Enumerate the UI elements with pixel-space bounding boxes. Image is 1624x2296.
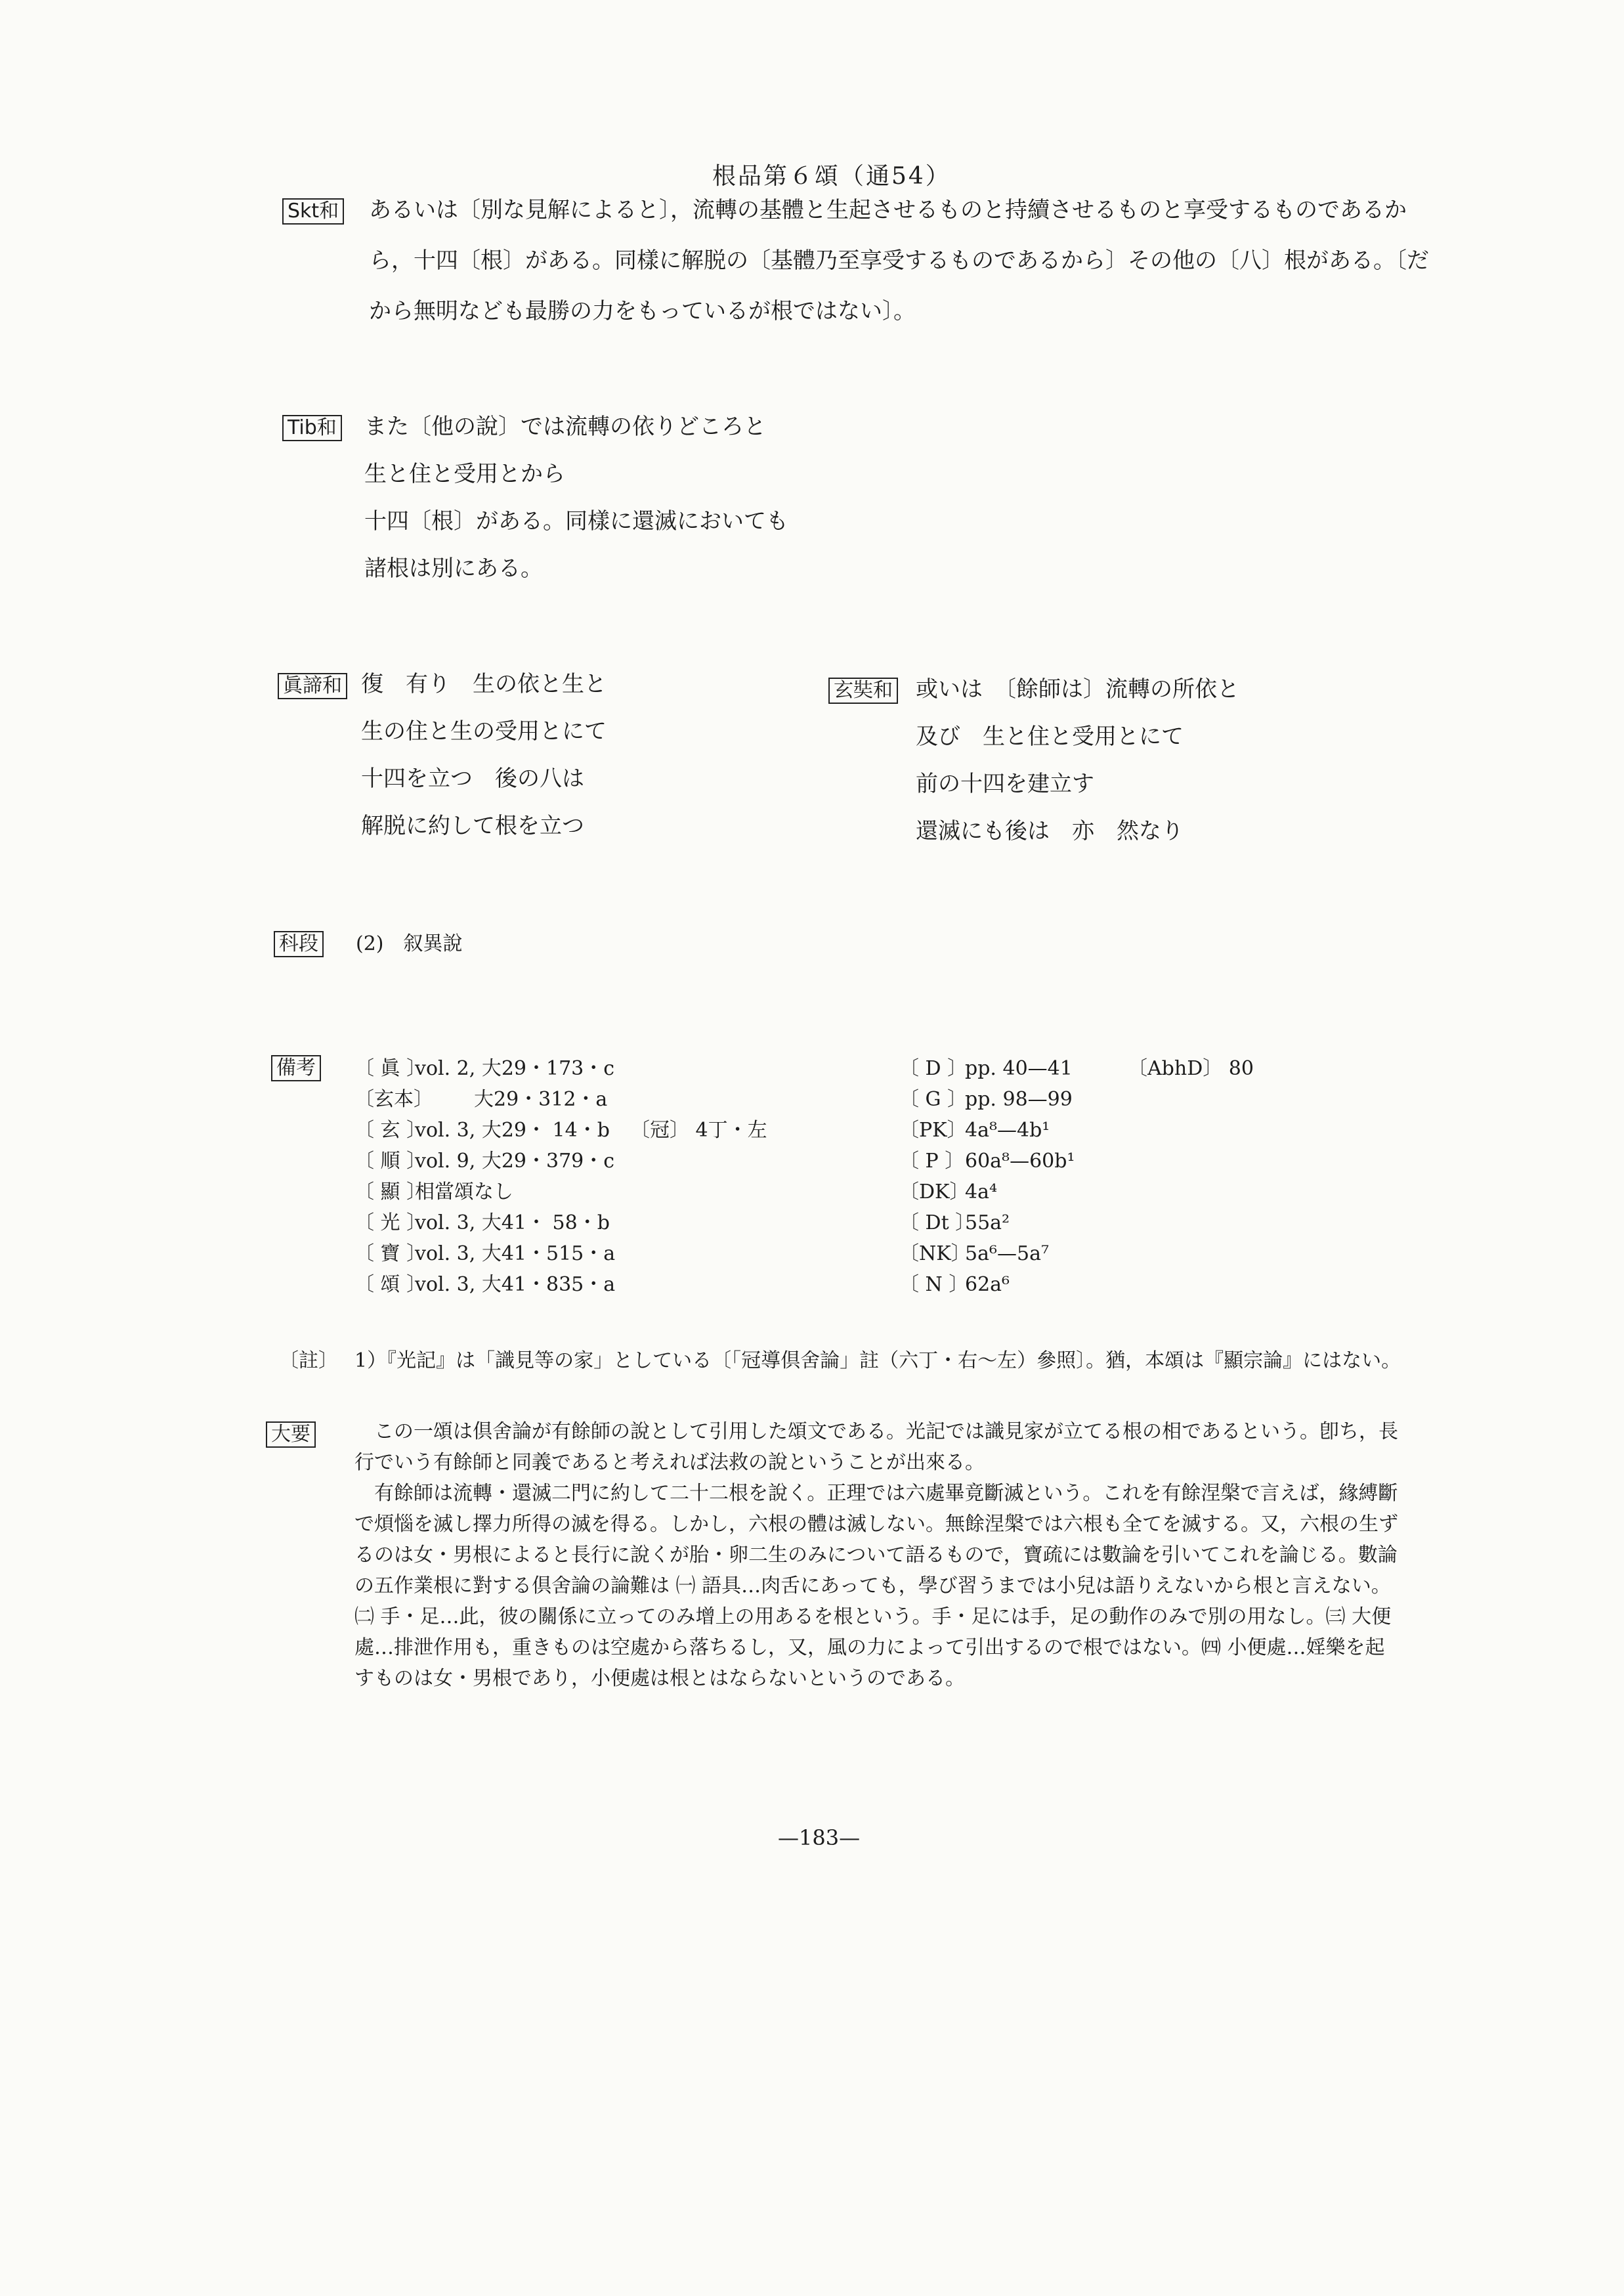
tib-line: また〔他の說〕では流轉の依りどころと <box>364 414 766 440</box>
shintai-line: 生の住と生の受用とにて <box>361 718 607 745</box>
tib-line: 生と住と受用とから <box>364 461 565 487</box>
biko-tag: 〔 順 〕 <box>354 1150 427 1173</box>
biko-value: 60a⁸—60b¹ <box>965 1150 1075 1173</box>
biko-extra: 〔冠〕 4丁・左 <box>630 1119 767 1142</box>
biko-value: 62a⁶ <box>965 1273 1010 1296</box>
biko-tag: 〔 G 〕 <box>899 1088 968 1111</box>
page-number: —183— <box>778 1825 861 1850</box>
biko-value: vol. 9, 大29・379・c <box>415 1150 615 1173</box>
shintai-line: 解脱に約して根を立つ <box>361 813 584 839</box>
biko-value: vol. 3, 大41・835・a <box>415 1273 616 1296</box>
biko-value: vol. 2, 大29・173・c <box>415 1057 615 1080</box>
biko-tag: 〔 D 〕 <box>899 1057 968 1080</box>
taiyo-line: 有餘師は流轉・還滅二門に約して二十二根を說く。正理では六處畢竟斷滅という。これを有餘涅槃で言えば，緣縛斷 <box>354 1482 1398 1505</box>
biko-label: 備考 <box>271 1055 321 1081</box>
shintai-line: 復 有り 生の依と生と <box>361 671 607 697</box>
genjo-line: 還滅にも後は 亦 然なり <box>916 818 1184 844</box>
biko-value: 4a⁸—4b¹ <box>965 1119 1050 1142</box>
genjo-line: 及び 生と住と受用とにて <box>916 724 1184 750</box>
taiyo-label: 大要 <box>266 1421 316 1448</box>
biko-tag: 〔 光 〕 <box>354 1211 427 1234</box>
genjo-line: 前の十四を建立す <box>916 771 1094 797</box>
page-title: 根品第６頌（通54） <box>712 163 951 190</box>
biko-value: 相當頌なし <box>415 1180 513 1203</box>
biko-tag: 〔NK〕 <box>899 1242 971 1265</box>
biko-tag: 〔 眞 〕 <box>354 1057 427 1080</box>
taiyo-line: で煩惱を滅し擇力所得の滅を得る。しかし，六根の體は滅しない。無餘涅槃では六根も全てを滅する。又，六根の生ず <box>354 1513 1398 1536</box>
biko-tag: 〔玄本〕 <box>354 1088 433 1111</box>
skt-label: Skt和 <box>282 198 344 225</box>
biko-value: pp. 98—99 <box>965 1088 1073 1111</box>
biko-tag: 〔 寶 〕 <box>354 1242 427 1265</box>
biko-tag: 〔 P 〕 <box>899 1150 965 1173</box>
kadan-text: (2) 叙異說 <box>356 932 463 955</box>
taiyo-line: 行でいう有餘師と同義であると考えれば法救の說ということが出來る。 <box>354 1451 985 1474</box>
tib-line: 諸根は別にある。 <box>364 555 543 582</box>
biko-tag: 〔 玄 〕 <box>354 1119 427 1142</box>
biko-tag: 〔 N 〕 <box>899 1273 969 1296</box>
biko-value: 4a⁴ <box>965 1180 997 1203</box>
chu-label: 〔註〕 <box>279 1349 338 1372</box>
taiyo-line: ㈡ 手・足…此，彼の關係に立ってのみ增上の用あるを根という。手・足には手，足の動作のみで別の用なし。㈢ 大便 <box>354 1605 1392 1628</box>
taiyo-line: の五作業根に對する倶舍論の論難は ㈠ 語具…肉舌にあっても，學び習うまでは小兒は語りえないから根と言えない。 <box>354 1574 1391 1597</box>
biko-value: 55a² <box>965 1211 1010 1234</box>
biko-tag: 〔 頌 〕 <box>354 1273 427 1296</box>
tib-line: 十四〔根〕がある。同樣に還滅においても <box>364 508 788 534</box>
biko-value: vol. 3, 大41・ 58・b <box>415 1211 610 1234</box>
shintai-label: 眞諦和 <box>278 673 347 699</box>
biko-value: pp. 40—41 <box>965 1057 1073 1080</box>
taiyo-line: この一頌は倶舍論が有餘師の說として引用した頌文である。光記では識見家が立てる根の相であるという。卽ち，長 <box>354 1420 1398 1443</box>
taiyo-line: 處…排泄作用も，重きものは空處から落ちるし，又，風の力によって引出するので根ではない。㈣ 小便處…婬樂を起 <box>354 1636 1385 1659</box>
chu-text: 1）『光記』は「識見等の家」としている〔「冠導倶舍論」註（六丁・右～左）參照〕。猶，本頌は『顯宗論』にはない。 <box>354 1349 1401 1372</box>
biko-tag: 〔PK〕 <box>899 1119 967 1142</box>
biko-abhd: 〔AbhD〕 80 <box>1128 1057 1254 1080</box>
genjo-line: 或いは 〔餘師は〕流轉の所依と <box>916 676 1239 703</box>
biko-value: vol. 3, 大29・ 14・b <box>415 1119 610 1142</box>
biko-value: vol. 3, 大41・515・a <box>415 1242 616 1265</box>
genjo-label: 玄奘和 <box>828 678 898 704</box>
skt-line: から無明なども最勝の力をもっているが根ではない〕。 <box>369 298 916 324</box>
biko-tag: 〔 Dt 〕 <box>899 1211 975 1234</box>
skt-line: あるいは〔別な見解によると〕，流轉の基體と生起させるものと持續させるものと享受するものであるか <box>369 197 1407 223</box>
kadan-label: 科段 <box>274 931 324 957</box>
biko-tag: 〔 顯 〕 <box>354 1180 427 1203</box>
shintai-line: 十四を立つ 後の八は <box>361 766 584 792</box>
biko-value: 大29・312・a <box>415 1088 608 1111</box>
tib-label: Tib和 <box>282 415 342 441</box>
biko-tag: 〔DK〕 <box>899 1180 970 1203</box>
biko-value: 5a⁶—5a⁷ <box>965 1242 1049 1265</box>
taiyo-line: るのは女・男根によると長行に說くが胎・卵二生のみについて語るもので，寶疏には數論を引いてこれを論じる。數論 <box>354 1544 1398 1567</box>
skt-line: ら，十四〔根〕がある。同樣に解脱の〔基體乃至享受するものであるから〕その他の〔八〕根がある。〔だ <box>369 248 1429 274</box>
taiyo-line: すものは女・男根であり，小便處は根とはならないというのである。 <box>354 1667 965 1690</box>
